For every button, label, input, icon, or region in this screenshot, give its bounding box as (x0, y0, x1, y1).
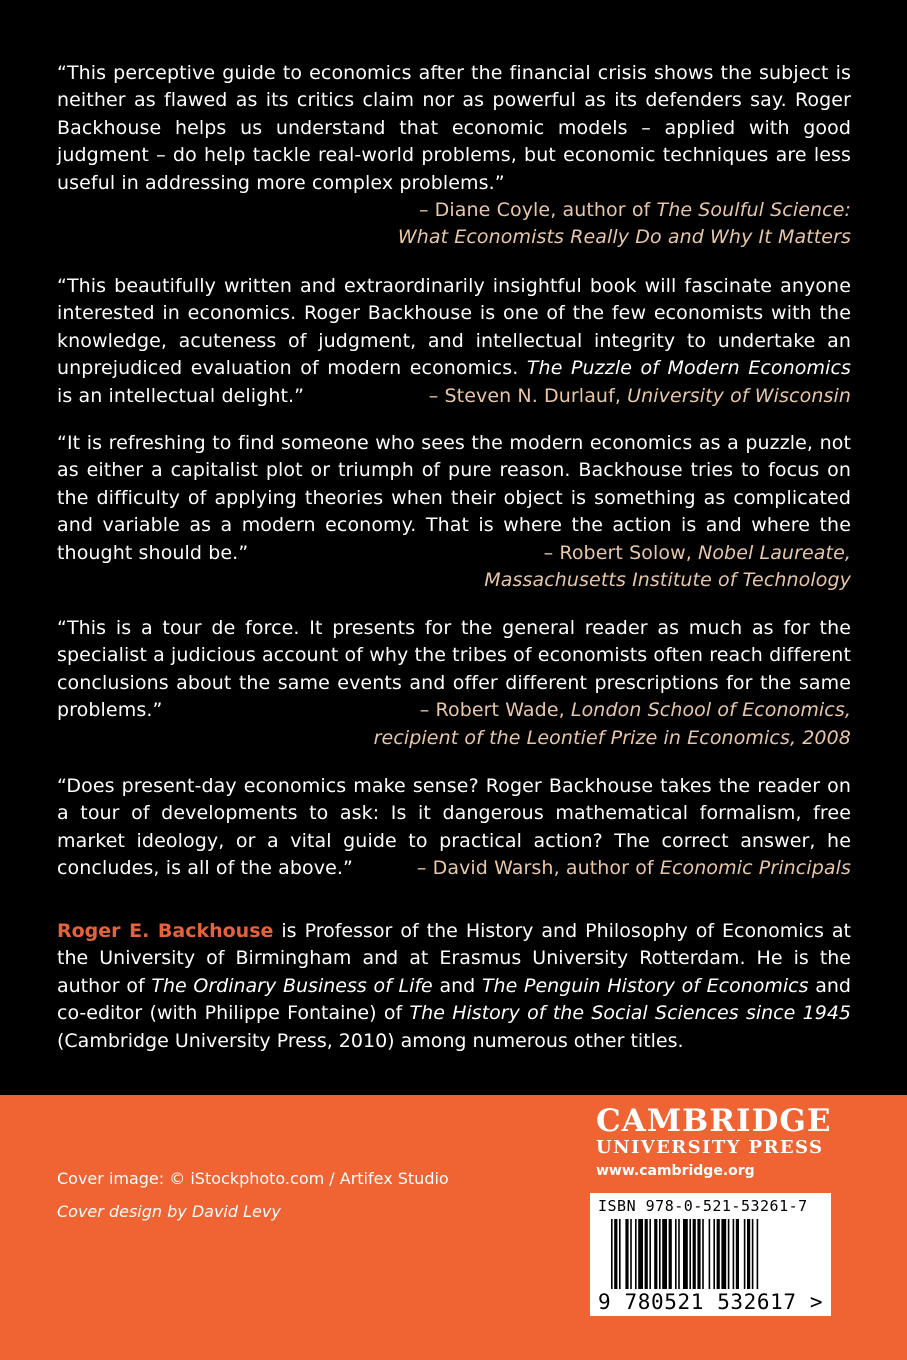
cover-design-credit: Cover design by David Levy (57, 1202, 281, 1221)
quote-attribution-line-2: recipient of the Leontief Prize in Economics, 2008 (373, 726, 851, 749)
author-bio: Roger E. Backhouse is Professor of the History and Philosophy of Economics at the University of Birmingham and at Erasmus University Rotterdam. He is the author of The Ordinary Business of Life and The Penguin History of Economics and co-editor (with Philippe Fontaine) of The History of the Social Sciences since 1945 (Cambridge University Press, 2010) among numerous other titles. (57, 920, 851, 1052)
barcode-bar (702, 1219, 704, 1289)
endorsement-quote-1 (57, 60, 851, 252)
barcode-digits: 9 780521 532617 > (598, 1290, 824, 1314)
quote-text: “Does present-day economics make sense? Roger Backhouse takes the reader on a tour of developments to ask: Is it dangerous mathematical formalism, free market ideology, or a vital guide to practical action? The correct answer, he concludes, is all of the above.” (57, 775, 851, 880)
barcode-bar (757, 1219, 759, 1289)
barcode-bar (721, 1219, 726, 1289)
barcode-bar (678, 1219, 680, 1289)
quote-attribution: – Robert Wade, London School of Economics, (419, 699, 851, 722)
isbn-barcode (590, 1193, 831, 1316)
quote-attribution: – Robert Solow, Nobel Laureate, (543, 541, 851, 564)
publisher-logo (596, 1103, 832, 1179)
quote-text: “This perceptive guide to economics after the financial crisis shows the subject is neither as flawed as its critics claim nor as powerful as its defenders say. Roger Backhouse helps us understand that economic models – applied with good judgment – do help tackle real-world problems, but economic techniques are less useful in addressing more complex problems.” (57, 62, 851, 194)
barcode-bar (736, 1219, 739, 1289)
publisher-press: UNIVERSITY PRESS (596, 1137, 824, 1158)
endorsement-quote-2 (57, 273, 851, 410)
quote-attribution-line-2: Massachusetts Institute of Technology (484, 569, 851, 592)
barcode-bar (683, 1219, 688, 1289)
barcode-bar (654, 1219, 657, 1289)
barcode-bar (697, 1219, 700, 1289)
publisher-url: www.cambridge.org (596, 1163, 755, 1179)
endorsement-quote-3 (57, 430, 851, 594)
barcode-bar (752, 1219, 754, 1289)
barcode-bar (675, 1219, 677, 1289)
publisher-name: CAMBRIDGE (596, 1103, 832, 1139)
barcode-bars (611, 1219, 811, 1293)
barcode-bar (744, 1219, 746, 1289)
cover-credits (57, 1169, 449, 1235)
quote-text: “It is refreshing to find someone who sees the modern economics as a puzzle, not as either a capitalist plot or triumph of pure reason. Backhouse tries to focus on the difficulty of applying theories when their object is something as complicated and variable as a modern economy. That is where the action is and where the thought should be.” (57, 432, 851, 564)
quote-attribution: – David Warsh, author of Economic Principals (416, 857, 851, 880)
quote-attribution-line-2: What Economists Really Do and Why It Matters (397, 226, 851, 249)
barcode-bar (717, 1219, 720, 1289)
barcode-bar (733, 1219, 735, 1289)
barcode-bar (693, 1219, 696, 1289)
barcode-bar (728, 1219, 730, 1289)
barcode-bar (669, 1219, 672, 1289)
quote-attribution: – Diane Coyle, author of The Soulful Science: (418, 199, 851, 222)
cover-image-credit: Cover image: © iStockphoto.com / Artifex Studio (57, 1169, 449, 1188)
quote-attribution: – Steven N. Durlauf, University of Wisconsin (428, 384, 851, 407)
author-name: Roger E. Backhouse (57, 920, 274, 942)
isbn-number: ISBN 978-0-521-53261-7 (598, 1197, 808, 1215)
barcode-bar (619, 1219, 621, 1289)
barcode-bar (662, 1219, 667, 1289)
endorsement-quote-5 (57, 773, 851, 883)
barcode-bar (659, 1219, 661, 1289)
barcode-bar (614, 1219, 617, 1289)
barcode-bar (625, 1219, 628, 1289)
barcode-bar (649, 1219, 651, 1289)
barcode-bar (709, 1219, 711, 1289)
barcode-bar (645, 1219, 648, 1289)
barcode-bar (635, 1219, 637, 1289)
quote-text: “This is a tour de force. It presents for the general reader as much as for the specialist a judicious account of why the tribes of economists often reach different conclusions about the same events and offer different prescriptions for the same problems.” (57, 617, 851, 722)
barcode-bar (611, 1219, 613, 1289)
quote-text: “This beautifully written and extraordinarily insightful book will fascinate anyone interested in economics. Roger Backhouse is one of the few economists with the knowledge, acuteness of judgment, and intellectual integrity to undertake an unprejudiced evaluation of modern economics. The Puzzle of Modern Economics is an intellectual delight.” (57, 275, 851, 407)
barcode-bar (747, 1219, 750, 1289)
endorsement-quote-4 (57, 615, 851, 752)
barcode-bar (689, 1219, 691, 1289)
barcode-bar (630, 1219, 632, 1289)
barcode-bar (713, 1219, 715, 1289)
barcode-bar (638, 1219, 643, 1289)
